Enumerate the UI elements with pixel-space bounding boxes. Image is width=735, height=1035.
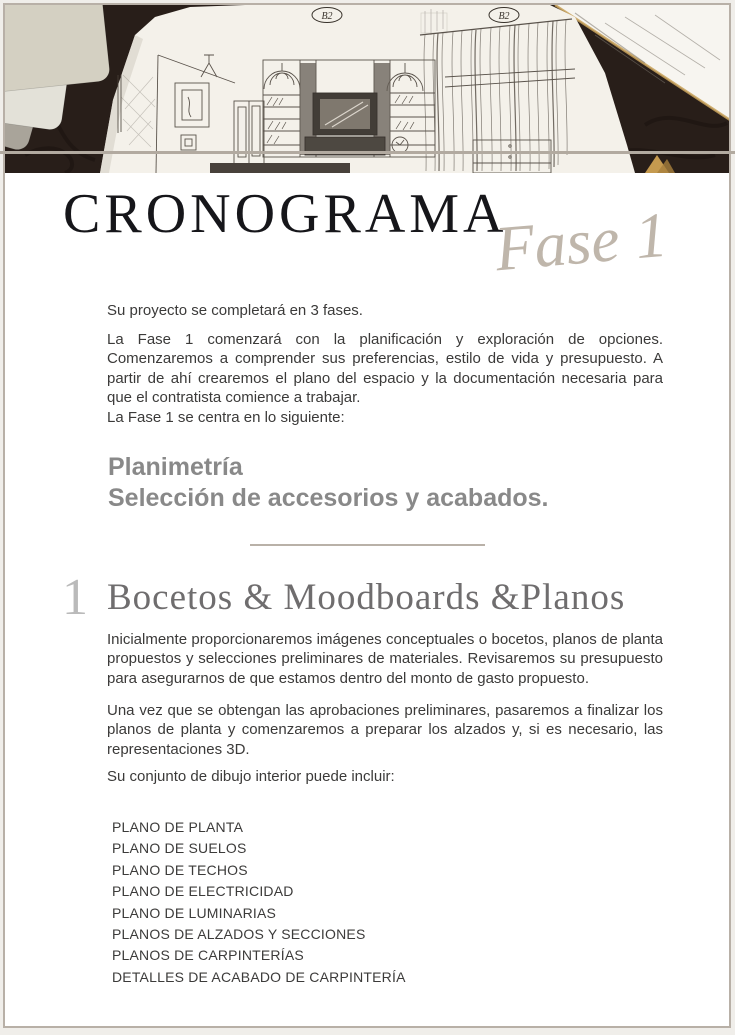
section-divider: [250, 544, 485, 546]
phase-paragraph: La Fase 1 comenzará con la planificación y exploración de opciones. Comenzaremos a comprender sus preferencias, estilo de vida y presupuesto. A partir de ahí crearemos el plano del espacio y la documentación necesaria para que el contratista comience a trabajar.: [107, 331, 663, 407]
intro-text: Su proyecto se completará en 3 fases.: [107, 302, 363, 319]
focus-item: Selección de accesorios y acabados.: [108, 484, 549, 512]
phase-description: [107, 330, 663, 427]
section-title: Bocetos & Moodboards &Planos: [107, 577, 626, 618]
phase-script-label: Fase 1: [492, 198, 671, 285]
list-item: PLANO DE TECHOS: [112, 861, 248, 878]
list-item: PLANO DE LUMINARIAS: [112, 904, 277, 921]
drawing-list: [112, 819, 406, 990]
drawing-list-intro: Su conjunto de dibujo interior puede incluir:: [107, 768, 395, 785]
list-item: PLANO DE SUELOS: [112, 840, 247, 857]
section-paragraph-2: Una vez que se obtengan las aprobaciones preliminares, pasaremos a finalizar los planos de planta y comenzaremos a preparar los alzados y, si es necesario, las representaciones 3D.: [107, 702, 663, 758]
section-paragraph-1: Inicialmente proporcionaremos imágenes conceptuales o bocetos, planos de planta propuestos y selecciones preliminares de materiales. Revisaremos su presupuesto para asegurarnos de que estamos dentro del monto de gasto propuesto.: [107, 631, 663, 687]
list-item: PLANOS DE ALZADOS Y SECCIONES: [112, 925, 366, 942]
list-item: PLANO DE ELECTRICIDAD: [112, 883, 294, 900]
focus-item: Planimetría: [108, 453, 243, 481]
focus-list: [108, 452, 549, 514]
b2-label: B2: [498, 11, 510, 22]
list-item: DETALLES DE ACABADO DE CARPINTERÍA: [112, 968, 406, 985]
header-rule: [0, 151, 735, 154]
page-title: CRONOGRAMA: [63, 183, 508, 245]
phase-focus-intro: La Fase 1 se centra en lo siguiente:: [107, 408, 345, 426]
b2-label: B2: [321, 11, 333, 22]
header-photo: [5, 5, 730, 173]
list-item: PLANO DE PLANTA: [112, 819, 244, 835]
section-number: 1: [62, 569, 88, 626]
list-item: PLANOS DE CARPINTERÍAS: [112, 947, 304, 964]
